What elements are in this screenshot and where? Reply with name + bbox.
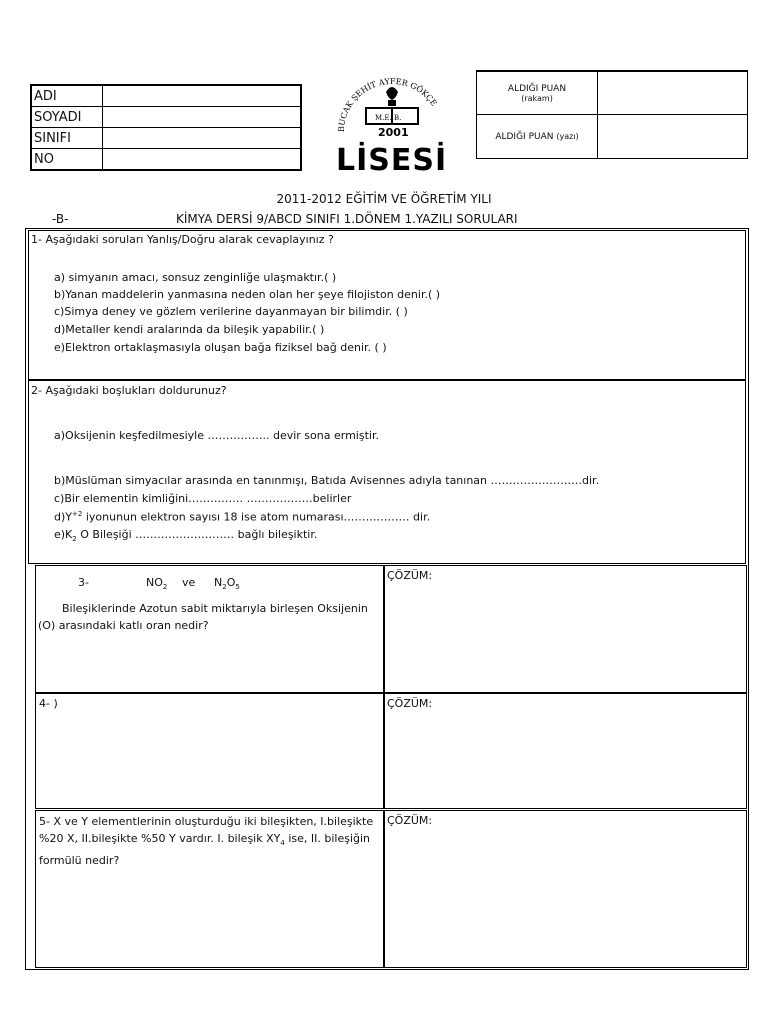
- q2-item-a: a)Oksijenin keşfedilmesiyle …………….. devir sona ermiştir.: [54, 429, 379, 442]
- q2-item-b: b)Müslüman simyacılar arasında en tanınmışı, Batıda Avisennes adıyla tanınan …………………….dir.: [54, 474, 600, 487]
- q2-item-d: [54, 510, 430, 524]
- q1-item-a: a) simyanın amacı, sonsuz zenginliğe ulaşmaktır.( ): [54, 271, 337, 284]
- q5-text-pre: 5- X ve Y elementlerinin oluşturduğu iki bileşikten, I.bileşikte %20 X, II.bileşikte %50 Y vardır. I. bileşik XY: [39, 815, 374, 845]
- solution-3-box[interactable]: [384, 565, 747, 693]
- q1-item-c: c)Simya deney ve gözlem verilerine dayanmayan bir bilimdir. ( ): [54, 305, 408, 318]
- score-numeric-field[interactable]: [598, 72, 748, 115]
- q3-text: Bileşiklerinde Azotun sabit miktarıyla birleşen Oksijenin (O) arasındaki katlı oran nedir?: [38, 602, 368, 632]
- score-numeric-sub: (rakam): [521, 93, 553, 103]
- score-written-field[interactable]: [598, 115, 748, 159]
- q5-text-post: ise, II. bileşiğin formülü nedir?: [39, 832, 371, 868]
- q2-title: 2- Aşağıdaki boşlukları doldurunuz?: [31, 384, 227, 397]
- q3-f2-b: O: [226, 576, 236, 589]
- solution-5-label: ÇÖZÜM:: [387, 814, 433, 827]
- score-numeric-title: ALDIĞI PUAN: [507, 83, 567, 94]
- school-logo: [322, 70, 462, 180]
- logo-word: LİSESİ: [336, 143, 448, 178]
- q3-f1-pre: NO: [146, 576, 163, 589]
- q2-item-c: c)Bir elementin kimliğini…………… ………………belirler: [54, 492, 352, 505]
- q5-sub: 4: [280, 839, 285, 848]
- q1-item-d: d)Metaller kendi aralarında da bileşik yapabilir.( ): [54, 323, 325, 336]
- q3-formula-1: [146, 576, 167, 591]
- label-name: ADI: [31, 85, 103, 107]
- score-written-sub: (yazı): [556, 131, 579, 141]
- solution-4-label: ÇÖZÜM:: [387, 697, 433, 710]
- score-table: [476, 71, 748, 159]
- label-number: NO: [31, 149, 103, 171]
- q2-d-pre: d)Y: [54, 510, 72, 524]
- q2-e-pre: e)K: [54, 528, 73, 541]
- q2-e-post: O Bileşiği ……………………… bağlı bileşiktir.: [76, 528, 318, 541]
- q3-f1-sub: 2: [162, 583, 168, 592]
- q3-number: 3-: [78, 576, 89, 589]
- surname-field[interactable]: [103, 107, 302, 128]
- q2-d-sup: +2: [72, 510, 83, 518]
- question-4-box: [35, 693, 384, 809]
- q3-f2-sub1: 2: [222, 583, 227, 592]
- student-info-table: [30, 84, 302, 171]
- group-label: -B-: [52, 212, 69, 226]
- logo-year: 2001: [378, 126, 409, 139]
- label-surname: SOYADI: [31, 107, 103, 128]
- class-field[interactable]: [103, 128, 302, 149]
- q1-title: 1- Aşağıdaki soruları Yanlış/Doğru alarak cevaplayınız ?: [31, 233, 334, 246]
- q5-text: [39, 813, 375, 869]
- q2-item-e: [54, 528, 317, 543]
- year-heading: 2011-2012 EĞİTİM VE ÖĞRETİM YILI: [276, 192, 492, 206]
- q3-formula-2: [214, 576, 240, 591]
- q3-f2-sub2: 5: [235, 583, 240, 592]
- q2-e-sub: 2: [72, 535, 77, 544]
- name-field[interactable]: [103, 85, 302, 107]
- logo-arc-text: BUCAK ŞEHİT AYFER GÖKÇE: [336, 76, 439, 133]
- q2-d-post: iyonunun elektron sayısı 18 ise atom numarası……………… dir.: [82, 510, 431, 524]
- score-written-label: [477, 115, 598, 159]
- q4-title: 4- ): [39, 697, 58, 710]
- q1-item-b: b)Yanan maddelerin yanmasına neden olan her şeye filojiston denir.( ): [54, 288, 441, 301]
- exam-heading: KİMYA DERSİ 9/ABCD SINIFI 1.DÖNEM 1.YAZILI SORULARI: [176, 212, 518, 226]
- solution-3-label: ÇÖZÜM:: [387, 569, 433, 582]
- q1-item-e: e)Elektron ortaklaşmasıyla oluşan bağa fiziksel bağ denir. ( ): [54, 341, 387, 354]
- solution-5-box[interactable]: [384, 810, 747, 968]
- score-numeric-label: [477, 72, 598, 115]
- solution-4-box[interactable]: [384, 693, 747, 809]
- score-written-title: ALDIĞI PUAN: [495, 131, 554, 142]
- q3-f2-a: N: [214, 576, 223, 589]
- label-class: SINIFI: [31, 128, 103, 149]
- q3-and: ve: [182, 576, 196, 589]
- logo-badge: M.E. B.: [375, 114, 402, 122]
- number-field[interactable]: [103, 149, 302, 171]
